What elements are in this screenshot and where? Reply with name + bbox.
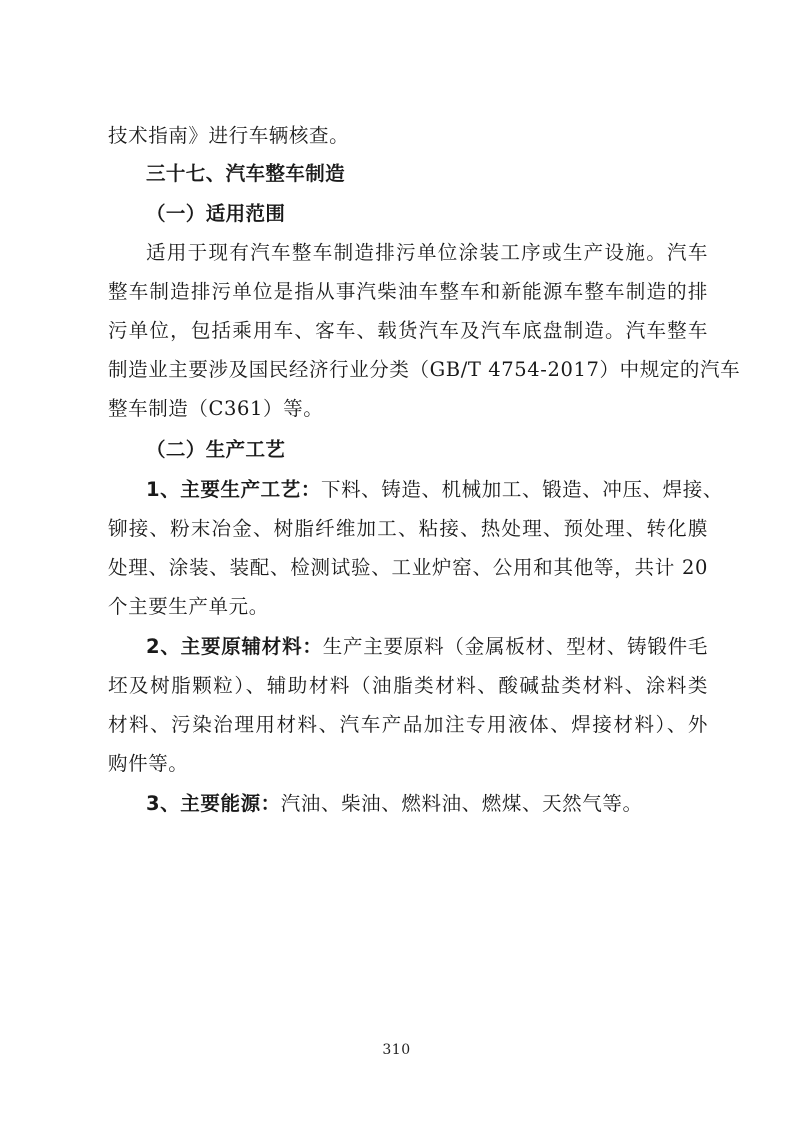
process-item-3 xyxy=(146,790,708,818)
process-item-3-text: 汽油、柴油、燃料油、燃煤、天然气等。 xyxy=(280,792,643,815)
section-title: 三十七、汽车整车制造 xyxy=(146,162,346,185)
scope-paragraph-line: 整车制造（C361）等。 xyxy=(108,397,324,420)
process-item-2 xyxy=(146,633,708,661)
scope-paragraph-line: 制造业主要涉及国民经济行业分类（GB/T 4754-2017）中规定的汽车 xyxy=(108,358,741,381)
scope-heading: （一）适用范围 xyxy=(146,202,286,225)
process-item-1-label: 1、主要生产工艺： xyxy=(146,478,321,501)
process-item-2-line: 购件等。 xyxy=(108,752,189,775)
process-item-2-line: 材料、污染治理用材料、汽车产品加注专用液体、焊接材料）、外 xyxy=(108,713,708,736)
continuation-text: 技术指南》进行车辆核查。 xyxy=(108,124,350,147)
scope-paragraph-line: 污单位，包括乘用车、客车、载货汽车及汽车底盘制造。汽车整车 xyxy=(108,319,708,342)
process-item-1 xyxy=(146,476,723,504)
process-item-2-label: 2、主要原辅材料： xyxy=(146,635,323,658)
process-heading: （二）生产工艺 xyxy=(146,438,286,461)
process-item-1-line: 个主要生产单元。 xyxy=(108,595,269,618)
process-item-2-text: 生产主要原料（金属板材、型材、铸锻件毛 xyxy=(322,635,709,658)
scope-paragraph-line: 整车制造排污单位是指从事汽柴油车整车和新能源车整车制造的排 xyxy=(108,280,708,303)
process-item-1-text: 下料、铸造、机械加工、锻造、冲压、焊接、 xyxy=(320,478,723,501)
process-item-1-line: 处理、涂装、装配、检测试验、工业炉窑、公用和其他等，共计 20 xyxy=(108,556,708,579)
process-item-2-line: 坯及树脂颗粒）、辅助材料（油脂类材料、酸碱盐类材料、涂料类 xyxy=(108,674,708,697)
page-number: 310 xyxy=(382,1042,411,1058)
process-item-1-line: 铆接、粉末冶金、树脂纤维加工、粘接、热处理、预处理、转化膜 xyxy=(108,517,708,540)
process-item-3-label: 3、主要能源： xyxy=(146,792,281,815)
scope-paragraph-line: 适用于现有汽车整车制造排污单位涂装工序或生产设施。汽车 xyxy=(146,241,708,264)
